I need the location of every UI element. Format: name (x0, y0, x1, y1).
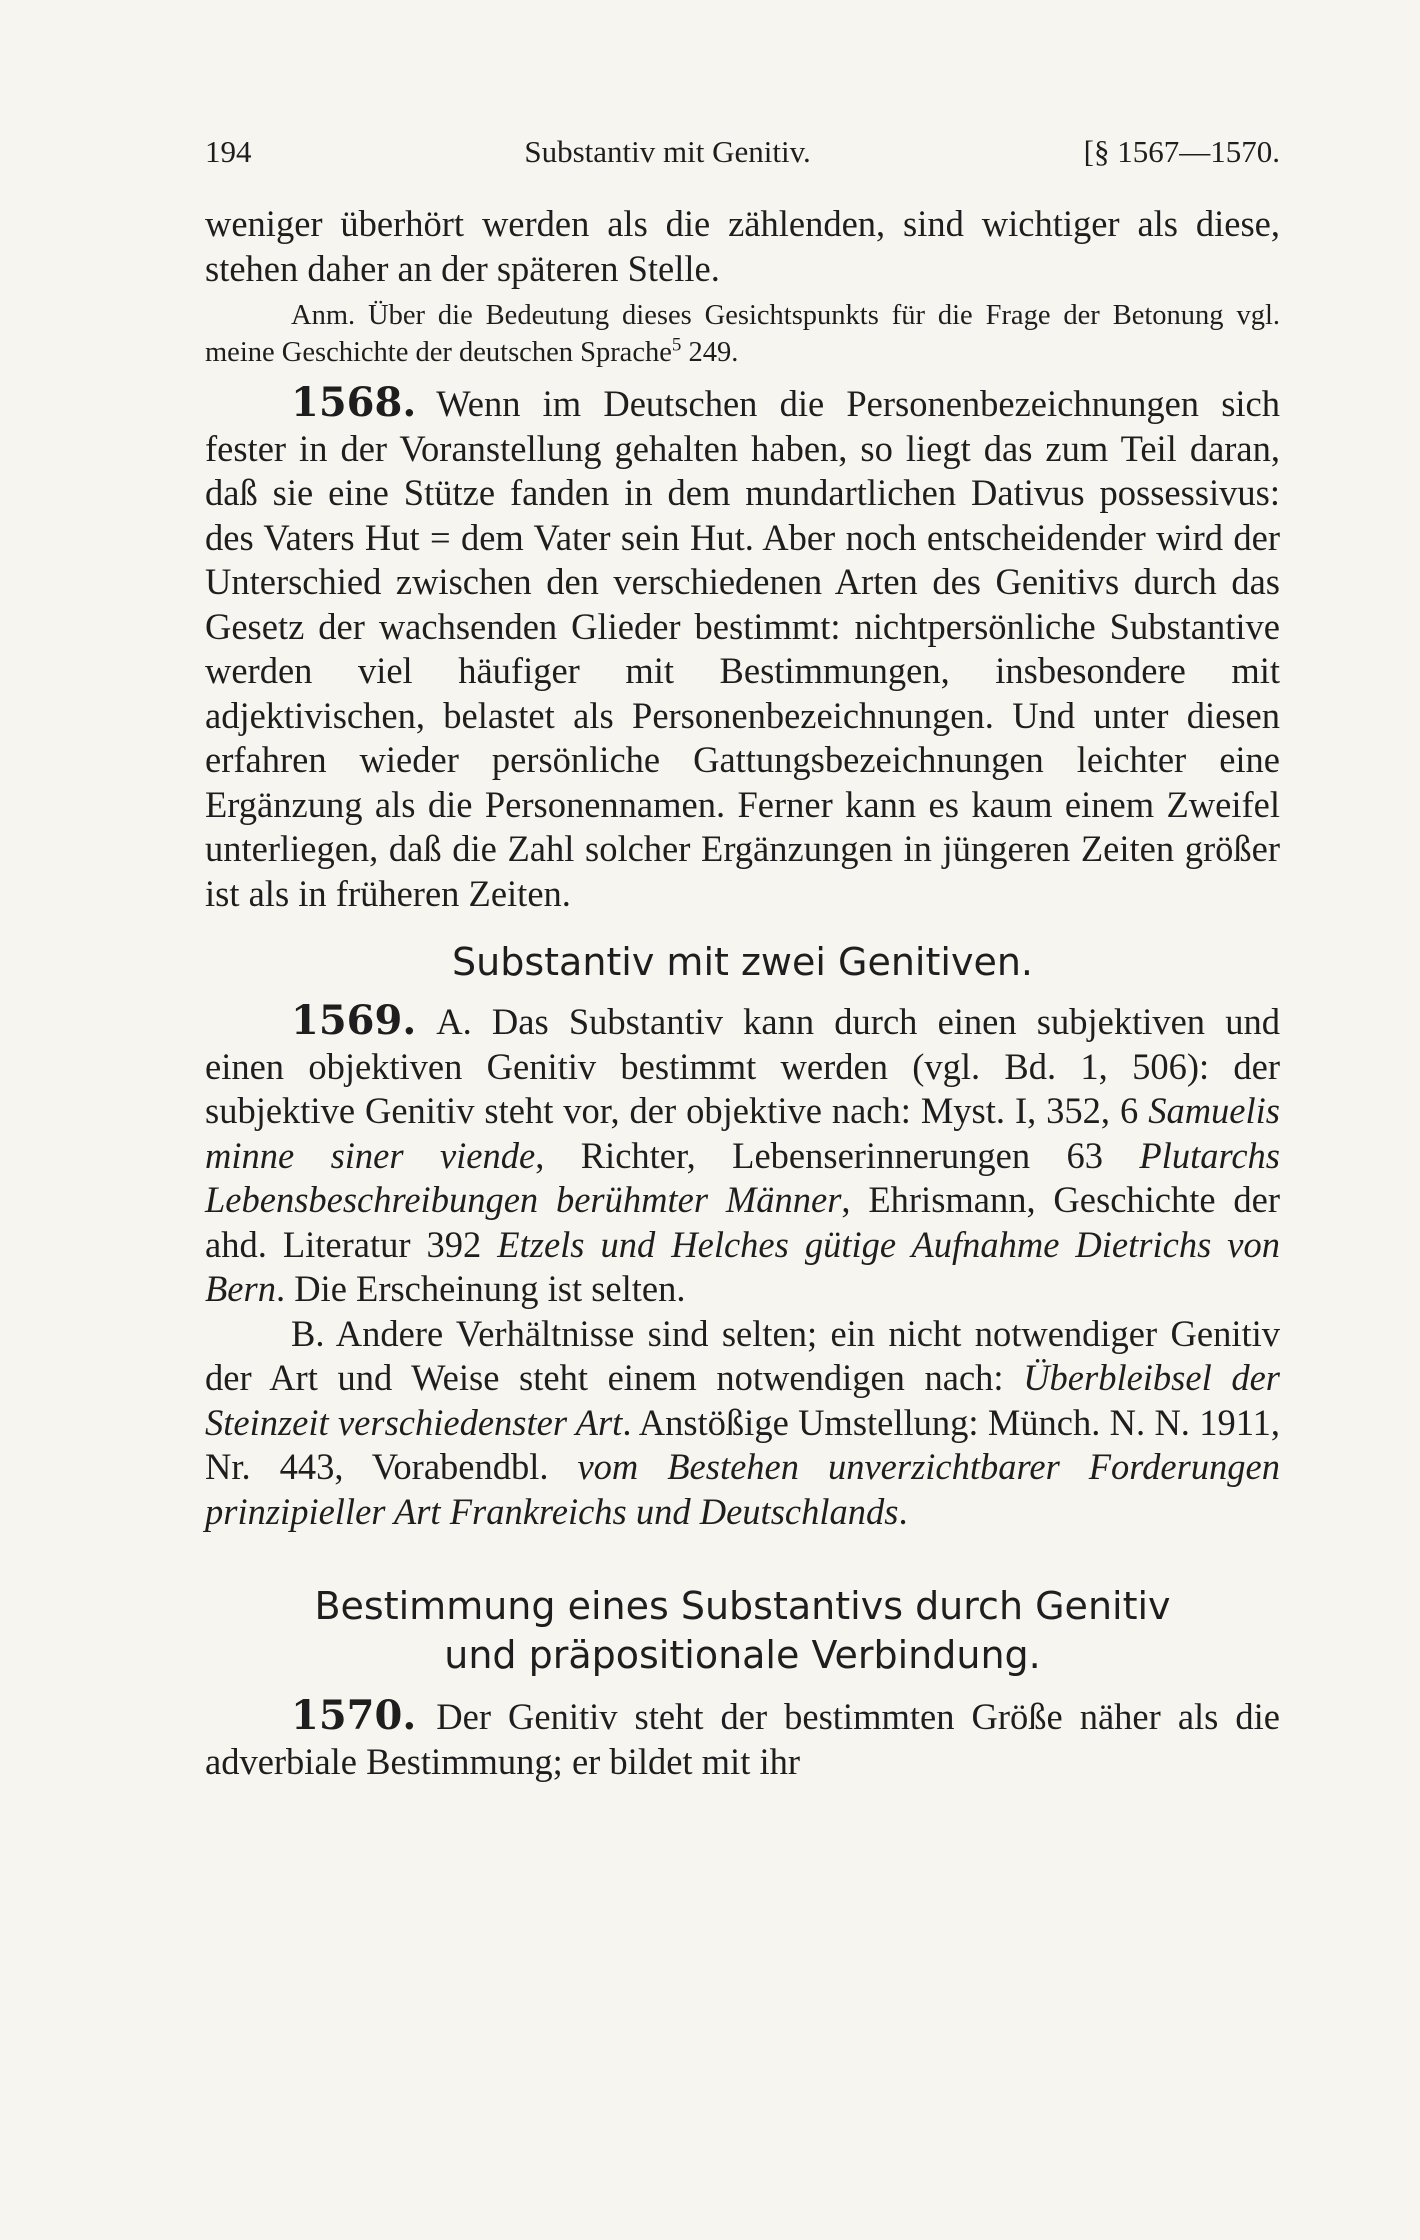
section-1570 (205, 1694, 1280, 1784)
section-1568-text: Wenn im Deutschen die Personenbezeichnungen sich fester in der Voranstellung gehalten haben, so liegt das zum Teil daran, daß sie eine Stütze fanden in dem mundartlichen Dativus possessivus: des Vaters Hut = dem Vater sein Hut. Aber noch entscheidender wird der Unterschied zwischen den verschiedenen Arten des Genitivs durch das Gesetz der wachsenden Glieder bestimmt: nichtpersönliche Substantive werden viel häufiger mit Bestimmungen, insbesondere mit adjektivischen, belastet als Personenbezeichnungen. Und unter diesen erfahren wieder persönliche Gattungsbezeichnungen leichter eine Ergänzung als die Personennamen. Ferner kann es kaum einem Zweifel unterliegen, daß die Zahl solcher Ergänzungen in jüngeren Zeiten größer ist als in früheren Zeiten. (205, 383, 1280, 914)
section-number-1569: 1569. (291, 997, 417, 1044)
heading-2-line-1: Bestimmung eines Substantivs durch Genitiv (314, 1584, 1171, 1628)
s1569b-b-text: . Anstößige Umstellung: Münch. N. N. 1911, Nr. 443, Vorabendbl. (205, 1401, 1280, 1487)
book-page (205, 132, 1280, 1784)
note-end: 249. (681, 337, 739, 368)
section-1569-b (205, 1312, 1280, 1535)
s1569-example-3: Etzels und Helches gütige Aufnahme Dietrichs von Bern (205, 1223, 1280, 1309)
heading-2-line-2: und präpositionale Verbindung. (444, 1633, 1041, 1677)
s1569-example-1: Samuelis minne siner viende (205, 1090, 1280, 1176)
section-number-1570: 1570. (291, 1692, 417, 1739)
s1569b-c-text: . (898, 1490, 908, 1532)
s1569-example-2: Plutarchs Lebensbeschreibungen berühmter Männer (205, 1134, 1280, 1220)
s1569-d-text: . Die Erscheinung ist selten. (275, 1268, 686, 1309)
section-1570-text: Der Genitiv steht der bestimmten Größe näher als die adverbiale Bestimmung; er bildet mit ihr (205, 1696, 1280, 1782)
s1569b-a-text: B. Andere Verhältnisse sind selten; ein nicht notwendiger Genitiv der Art und Weise steht einem notwendigen nach: (205, 1312, 1280, 1398)
page-number: 194 (205, 134, 252, 169)
running-title: Substantiv mit Genitiv. (524, 134, 811, 169)
note-superscript: 5 (671, 334, 682, 356)
s1569-b-text: , Richter, Lebenserinnerungen 63 (535, 1134, 1140, 1176)
section-1568 (205, 381, 1280, 916)
paragraph-continuation: weniger überhört werden als die zählenden, sind wichtiger als diese, stehen daher an der späteren Stelle. (205, 203, 1280, 289)
s1569b-example-2: vom Bestehen unverzichtbarer Forderungen prinzipieller Art Frankreichs und Deutschlands (205, 1446, 1280, 1532)
section-range: [§ 1567—1570. (1083, 134, 1280, 169)
note-text: Anm. Über die Bedeutung dieses Gesichtspunkts für die Frage der Betonung vgl. meine Geschichte der deutschen Sprache (205, 300, 1280, 368)
s1569b-example-1: Überbleibsel der Steinzeit verschiedenster Art (205, 1357, 1280, 1443)
heading-zwei-genitive: Substantiv mit zwei Genitiven. (452, 940, 1033, 984)
annotation-note (205, 297, 1280, 371)
section-number-1568: 1568. (291, 379, 417, 426)
section-1569-a (205, 999, 1280, 1312)
s1569-c-text: , Ehrismann, Geschichte der ahd. Literatur 392 (205, 1179, 1280, 1265)
heading-genitiv-praepositional (205, 1582, 1280, 1680)
running-head (205, 132, 1280, 172)
s1569-a-text: A. Das Substantiv kann durch einen subjektiven und einen objektiven Genitiv bestimmt werden (vgl. Bd. 1, 506): der subjektive Genitiv steht vor, der objektive nach: Myst. I, 352, 6 (205, 1001, 1280, 1131)
